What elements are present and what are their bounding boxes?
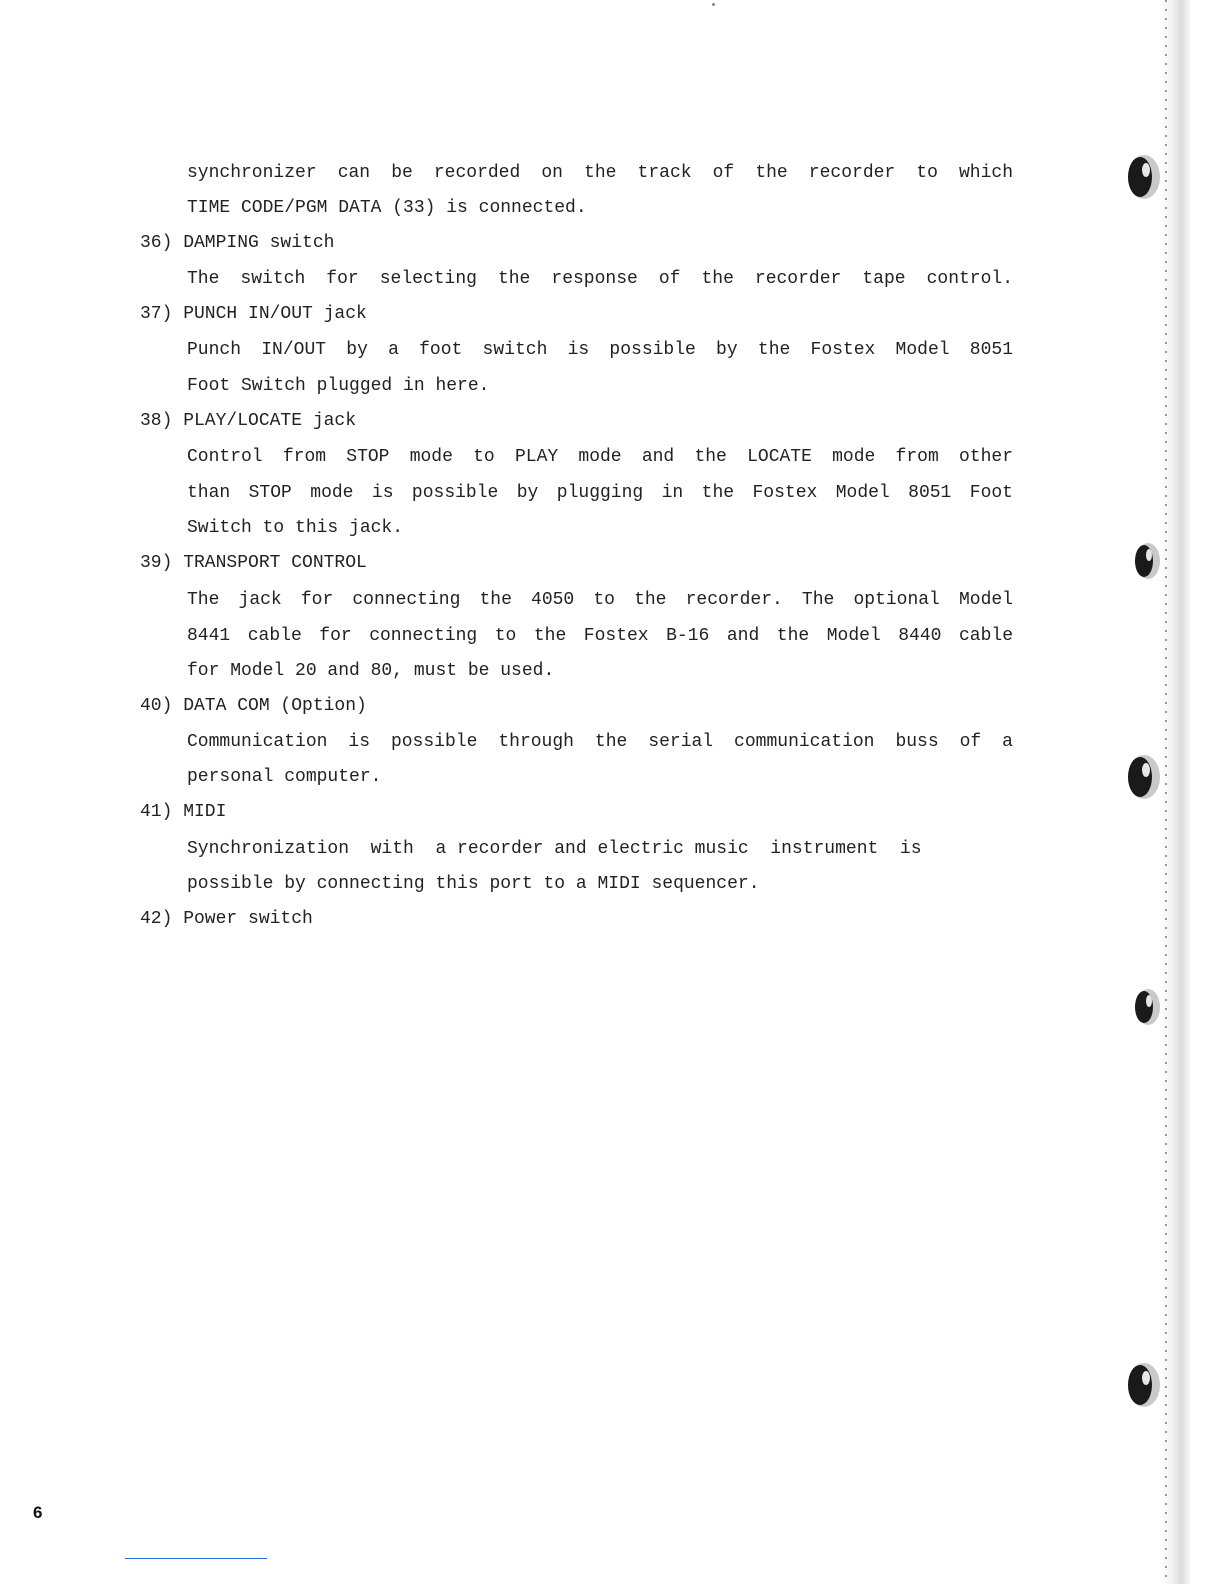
text-line: The jack for connecting the 4050 to the recorder. The optional Model: [187, 590, 1013, 610]
item-heading-37: 37) PUNCH IN/OUT jack: [140, 304, 367, 324]
page-number: 6: [33, 1503, 43, 1522]
text-line: personal computer.: [187, 767, 382, 787]
scan-speck: [712, 3, 715, 6]
binder-edge: [1165, 0, 1167, 1584]
item-heading-42: 42) Power switch: [140, 909, 313, 929]
footer-rule: [125, 1558, 267, 1559]
text-line: TIME CODE/PGM DATA (33) is connected.: [187, 198, 587, 218]
text-line: 8441 cable for connecting to the Fostex B-16 and the Model 8440 cable: [187, 626, 1013, 646]
item-heading-38: 38) PLAY/LOCATE jack: [140, 411, 357, 431]
binder-ring-icon: [1122, 752, 1162, 802]
text-line: Punch IN/OUT by a foot switch is possible by the Fostex Model 8051: [187, 340, 1013, 360]
binder-ring-icon: [1122, 152, 1162, 202]
text-line: Switch to this jack.: [187, 518, 404, 538]
item-heading-40: 40) DATA COM (Option): [140, 696, 367, 716]
text-line: for Model 20 and 80, must be used.: [187, 661, 555, 681]
item-heading-39: 39) TRANSPORT CONTROL: [140, 553, 367, 573]
binder-ring-icon: [1126, 982, 1166, 1032]
text-line: The switch for selecting the response of the recorder tape control.: [187, 269, 1013, 289]
item-heading-41: 41) MIDI: [140, 802, 227, 822]
item-heading-36: 36) DAMPING switch: [140, 233, 335, 253]
binder-ring-icon: [1122, 1360, 1162, 1410]
text-line: possible by connecting this port to a MIDI sequencer.: [187, 874, 760, 894]
text-line: than STOP mode is possible by plugging in the Fostex Model 8051 Foot: [187, 483, 1013, 503]
text-line: Synchronization with a recorder and electric music instrument is: [187, 839, 922, 859]
text-line: Foot Switch plugged in here.: [187, 376, 490, 396]
text-line: synchronizer can be recorded on the track of the recorder to which: [187, 163, 1013, 183]
text-line: Communication is possible through the serial communication buss of a: [187, 732, 1013, 752]
binder-ring-icon: [1126, 536, 1166, 586]
text-line: Control from STOP mode to PLAY mode and the LOCATE mode from other: [187, 447, 1013, 467]
